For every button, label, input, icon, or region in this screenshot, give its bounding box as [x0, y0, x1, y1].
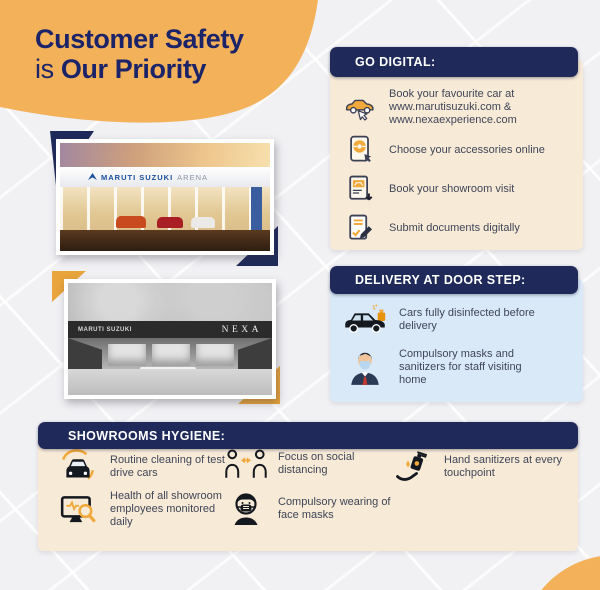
health-monitor-icon [56, 491, 100, 529]
hand-sanitizer-icon [390, 448, 434, 486]
list-item: Compulsory masks and sanitizers for staff visiting home [342, 348, 575, 387]
face-mask-icon [224, 490, 268, 528]
go-digital-panel [330, 60, 583, 250]
nexa-sky [68, 283, 272, 321]
accessories-online-icon [342, 134, 378, 166]
maruti-logo-icon [88, 173, 97, 181]
car-cleaning-icon [56, 448, 100, 486]
arena-interior [60, 187, 270, 230]
list-item: Submit documents digitally [342, 212, 575, 244]
nexa-floor [68, 369, 272, 395]
list-item: Routine cleaning of test drive cars [56, 448, 232, 486]
red-car [157, 217, 183, 228]
list-item: Choose your accessories online [342, 134, 575, 166]
list-item: Hand sanitizers at every touchpoint [390, 448, 578, 486]
car-disinfect-icon [342, 304, 388, 336]
page-title [35, 24, 244, 84]
list-item: Book your favourite car at www.marutisuzuki.com & www.nexaexperience.com [342, 88, 575, 127]
showroom-visit-icon [342, 173, 378, 205]
social-distancing-icon [224, 448, 268, 480]
submit-documents-icon [342, 212, 378, 244]
list-item: Book your showroom visit [342, 173, 575, 205]
orange-circle-decoration [520, 555, 600, 590]
hygiene-panel [38, 436, 578, 551]
list-item: Compulsory wearing of face masks [224, 490, 396, 528]
hygiene-header: SHOWROOMS HYGIENE: [38, 422, 578, 449]
list-item: Cars fully disinfected before delivery [342, 304, 575, 336]
title-line1: Customer Safety [35, 24, 244, 54]
nexa-fascia-sign: MARUTI SUZUKI NEXA [68, 321, 272, 338]
arena-floor [60, 230, 270, 251]
car-click-icon [342, 92, 378, 124]
masked-staff-icon [342, 349, 388, 387]
arena-showroom-photo [56, 139, 274, 255]
arena-fascia-sign: MARUTI SUZUKI ARENA [60, 167, 270, 187]
go-digital-header: GO DIGITAL: [330, 47, 578, 77]
list-item: Health of all showroom employees monitored daily [56, 490, 232, 529]
white-car [191, 217, 215, 228]
title-line2: is Our Priority [35, 54, 207, 85]
list-item: Focus on social distancing [224, 448, 380, 480]
delivery-panel [330, 279, 583, 402]
nexa-showroom-photo [64, 279, 276, 399]
delivery-header: DELIVERY AT DOOR STEP: [330, 266, 578, 294]
orange-car [116, 216, 146, 228]
